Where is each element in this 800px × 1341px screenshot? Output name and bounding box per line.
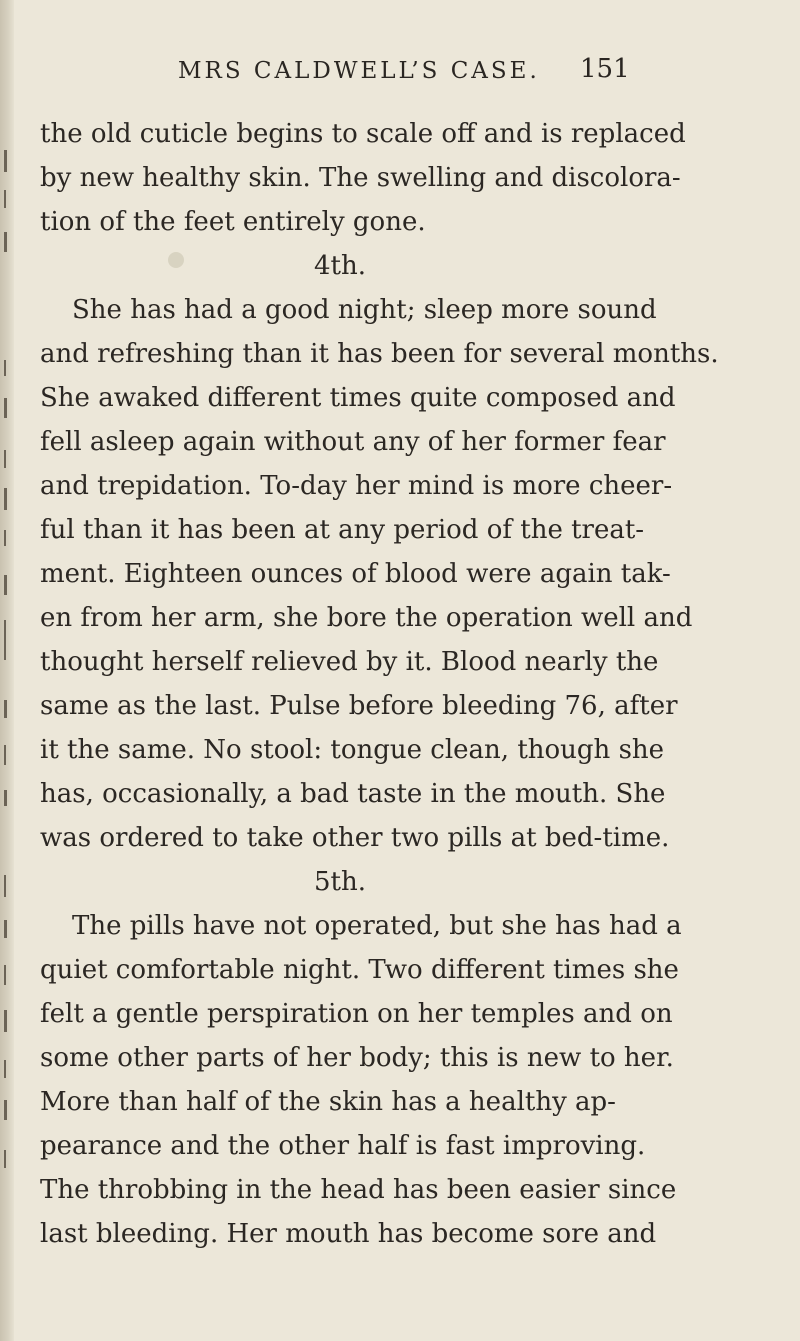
- page-number: 151: [580, 54, 630, 84]
- text-line: it the same. No stool: tongue clean, though she: [40, 735, 665, 765]
- body-text: [40, 112, 719, 1256]
- text-line: and trepidation. To-day her mind is more cheer-: [40, 471, 673, 501]
- running-head: [0, 52, 800, 92]
- text-line: tion of the feet entirely gone.: [40, 207, 426, 237]
- text-line: More than half of the skin has a healthy ap-: [40, 1087, 616, 1117]
- text-line: last bleeding. Her mouth has become sore and: [40, 1219, 657, 1249]
- text-line: felt a gentle perspiration on her temples and on: [40, 999, 673, 1029]
- text-line: and refreshing than it has been for several months.: [40, 339, 719, 369]
- text-line: the old cuticle begins to scale off and is replaced: [40, 119, 686, 149]
- text-line: en from her arm, she bore the operation well and: [40, 603, 693, 633]
- date-heading: 4th.: [314, 251, 366, 281]
- text-line: She has had a good night; sleep more sound: [72, 295, 657, 325]
- date-heading: 5th.: [314, 867, 366, 897]
- text-line: She awaked different times quite composed and: [40, 383, 676, 413]
- text-line: fell asleep again without any of her former fear: [40, 427, 666, 457]
- text-line: by new healthy skin. The swelling and discolora-: [40, 163, 681, 193]
- running-head-title: MRS CALDWELL’S CASE.: [178, 58, 540, 84]
- text-line: quiet comfortable night. Two different times she: [40, 955, 679, 985]
- text-line: The pills have not operated, but she has had a: [72, 911, 682, 941]
- text-line: some other parts of her body; this is new to her.: [40, 1043, 674, 1073]
- text-line: same as the last. Pulse before bleeding 76, after: [40, 691, 678, 721]
- text-line: pearance and the other half is fast improving.: [40, 1131, 646, 1161]
- text-line: has, occasionally, a bad taste in the mouth. She: [40, 779, 666, 809]
- binding-marks: [3, 0, 13, 1341]
- text-line: thought herself relieved by it. Blood nearly the: [40, 647, 659, 677]
- text-line: The throbbing in the head has been easier since: [40, 1175, 677, 1205]
- text-line: ful than it has been at any period of the treat-: [40, 515, 645, 545]
- text-line: was ordered to take other two pills at bed-time.: [40, 823, 670, 853]
- text-line: ment. Eighteen ounces of blood were again tak-: [40, 559, 671, 589]
